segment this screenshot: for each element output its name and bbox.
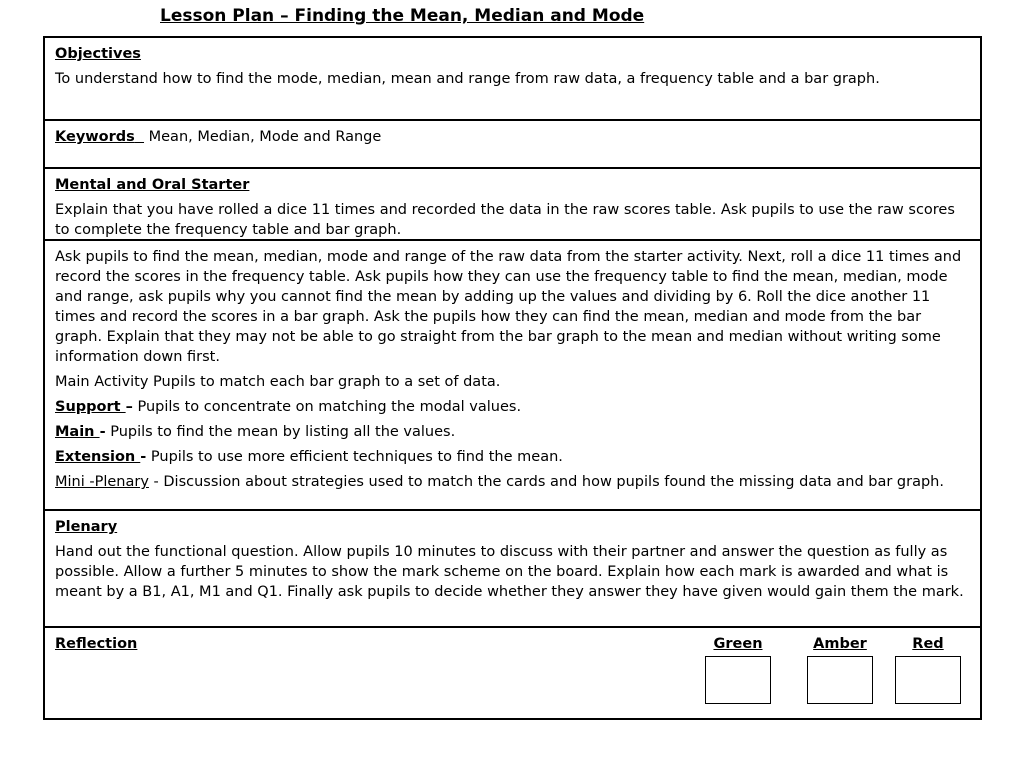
- mini-plenary-label: Mini -Plenary: [55, 474, 149, 490]
- main-activity-text: Main Activity Pupils to match each bar graph to a set of data.: [55, 374, 501, 390]
- plenary-text: Hand out the functional question. Allow pupils 10 minutes to discuss with their partner and answer the question as fully as possible. Allow a further 5 minutes to show the mark scheme on the board. Explain how each mark is awarded and what is meant by a B1, A1, M1 and Q1. Finally ask pupils to decide whether they answer they have given would gain them the mark.: [55, 544, 964, 600]
- keywords-underline-gap: [135, 129, 144, 145]
- keywords-text: Mean, Median, Mode and Range: [148, 129, 382, 145]
- main-label: Main: [55, 424, 100, 440]
- keywords-heading: Keywords: [55, 129, 135, 145]
- amber-checkbox[interactable]: [807, 656, 873, 704]
- plenary-heading: Plenary: [55, 519, 118, 535]
- amber-label: Amber: [813, 636, 867, 652]
- starter-section: [45, 167, 980, 239]
- objectives-heading: Objectives: [55, 46, 141, 62]
- keywords-section: [45, 119, 980, 167]
- reflection-heading: Reflection: [55, 636, 138, 652]
- plenary-section: [45, 509, 980, 626]
- mini-plenary-text: - Discussion about strategies used to match the cards and how pupils found the missing data and bar graph.: [153, 474, 944, 490]
- extension-line: [55, 447, 970, 467]
- support-text: Pupils to concentrate on matching the modal values.: [137, 399, 522, 415]
- mini-plenary-line: [55, 472, 970, 492]
- main-intro-text: Ask pupils to find the mean, median, mode and range of the raw data from the starter activity. Next, roll a dice 11 times and record the scores in the frequency table. Ask pupils how they can use the frequency table to find the mean, median, mode and range, ask pupils why you cannot find the mean by adding up the values and dividing by 6. Roll the dice another 11 times and record the scores in a bar graph. Ask the pupils how they can find the mean, median and mode from the bar graph. Explain that they may not be able to go straight from the bar graph to the mean and median without writing some information down first.: [55, 249, 962, 365]
- red-rating: [895, 636, 961, 704]
- support-line: [55, 397, 970, 417]
- lesson-plan-table: [43, 36, 982, 720]
- green-checkbox[interactable]: [705, 656, 771, 704]
- red-label: Red: [912, 636, 944, 652]
- green-label: Green: [713, 636, 763, 652]
- main-dash: -: [99, 424, 106, 440]
- red-checkbox[interactable]: [895, 656, 961, 704]
- main-section: [45, 239, 980, 509]
- main-line: [55, 422, 970, 442]
- objectives-section: [45, 38, 980, 119]
- page-title: Lesson Plan – Finding the Mean, Median and Mode: [160, 6, 645, 26]
- amber-rating: [807, 636, 873, 704]
- extension-dash: -: [140, 449, 147, 465]
- starter-heading: Mental and Oral Starter: [55, 177, 250, 193]
- support-label: Support: [55, 399, 126, 415]
- support-dash: –: [125, 399, 133, 415]
- green-rating: [705, 636, 771, 704]
- extension-label: Extension: [55, 449, 141, 465]
- reflection-section: [45, 626, 980, 718]
- extension-text: Pupils to use more efficient techniques to find the mean.: [150, 449, 563, 465]
- starter-text: Explain that you have rolled a dice 11 times and recorded the data in the raw scores table. Ask pupils to use the raw scores to complete the frequency table and bar graph.: [55, 202, 955, 238]
- main-text: Pupils to find the mean by listing all the values.: [110, 424, 456, 440]
- objectives-text: To understand how to find the mode, median, mean and range from raw data, a frequency table and a bar graph.: [55, 71, 880, 87]
